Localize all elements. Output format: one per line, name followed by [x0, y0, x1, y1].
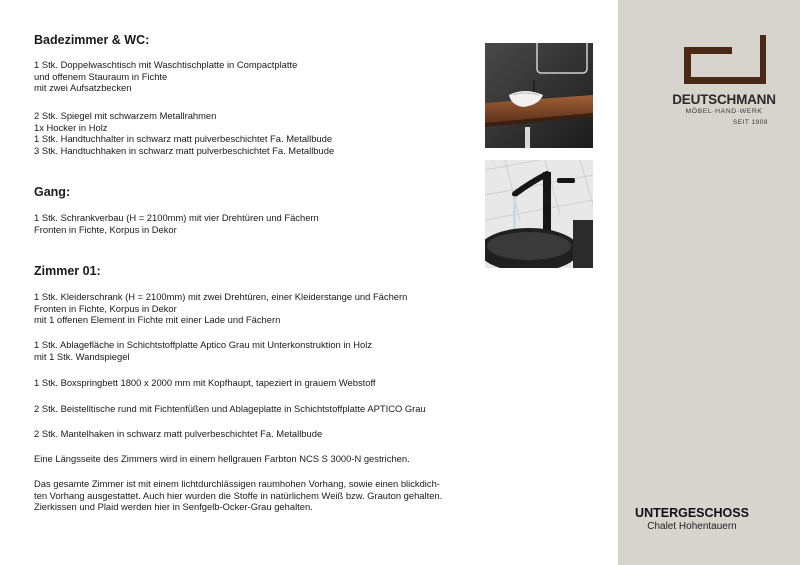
- zimmer-paragraph-7: Das gesamte Zimmer ist mit einem lichtdurchlässigen raumhohen Vorhang, sowie einen blickdich- ten Vorhang ausgestattet. Auch hier wurden die Stoffe in natürlichem Weiß bzw. Grauton gehalten. Zierkissen und Plaid werden hier in Senfgelb-Ocker-Grau gehalten.: [34, 478, 443, 513]
- zimmer-paragraph-2: 1 Stk. Ablagefläche in Schichtstoffplatte Aptico Grau mit Unterkonstruktion in Holz mit 1 Stk. Wandspiegel: [34, 339, 373, 362]
- section-title-gang: Gang:: [34, 185, 71, 199]
- zimmer-paragraph-1: 1 Stk. Kleiderschrank (H = 2100mm) mit zwei Drehtüren, einer Kleiderstange und Fächern Fronten in Fichte, Korpus in Dekor mit 1 offenen Element in Fichte mit einer Lade und Fächern: [34, 291, 408, 326]
- brand-name: DEUTSCHMANN: [672, 92, 776, 107]
- brand-since: SEIT 1908: [732, 119, 768, 126]
- floor-label: UNTERGESCHOSS: [635, 506, 749, 520]
- brand-subtitle: MÖBEL·HAND·WERK: [685, 108, 763, 115]
- zimmer-paragraph-3: 1 Stk. Boxspringbett 1800 x 2000 mm mit Kopfhaupt, tapeziert in grauem Webstoff: [34, 377, 376, 388]
- faucet-photo: [485, 160, 593, 268]
- chalet-name: Chalet Hohentauern: [647, 521, 737, 532]
- badezimmer-paragraph-2: 2 Stk. Spiegel mit schwarzem Metallrahmen 1x Hocker in Holz 1 Stk. Handtuchhalter in schwarz matt pulverbeschichtet Fa. Metallbude 3 Stk. Handtuchhaken in schwarz matt pulverbeschichtet Fa. Metallbude: [34, 110, 335, 156]
- vanity-photo: [485, 43, 593, 148]
- deutschmann-logo-icon: [680, 33, 768, 91]
- badezimmer-paragraph-1: 1 Stk. Doppelwaschtisch mit Waschtischplatte in Compactplatte und offenem Stauraum in Fichte mit zwei Aufsatzbecken: [34, 59, 298, 94]
- gang-paragraph-1: 1 Stk. Schrankverbau (H = 2100mm) mit vier Drehtüren und Fächern Fronten in Fichte, Korpus in Dekor: [34, 212, 319, 235]
- zimmer-paragraph-6: Eine Längsseite des Zimmers wird in einem hellgrauen Farbton NCS S 3000-N gestrichen.: [34, 453, 410, 464]
- zimmer-paragraph-5: 2 Stk. Mantelhaken in schwarz matt pulverbeschichtet Fa. Metallbude: [34, 428, 323, 439]
- zimmer-paragraph-4: 2 Stk. Beistelltische rund mit Fichtenfüßen und Ablageplatte in Schichtstoffplatte APTICO Grau: [34, 403, 426, 414]
- section-title-badezimmer: Badezimmer & WC:: [34, 33, 150, 47]
- section-title-zimmer-01: Zimmer 01:: [34, 264, 101, 278]
